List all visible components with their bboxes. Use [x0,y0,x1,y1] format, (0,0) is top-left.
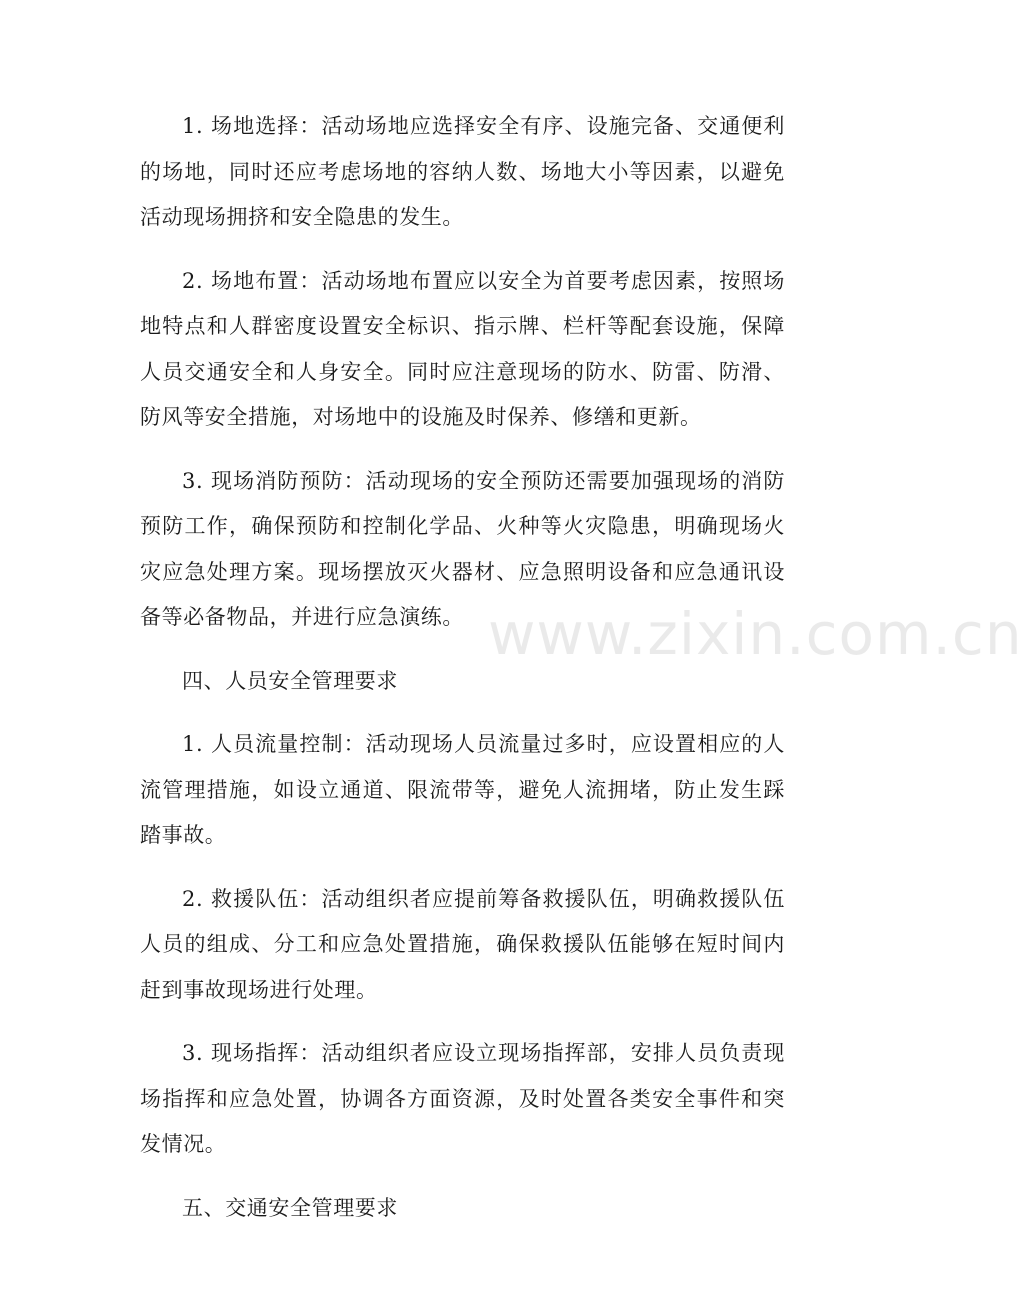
paragraph-venue-layout: 2. 场地布置：活动场地布置应以安全为首要考虑因素，按照场地特点和人群密度设置安全标识、指示牌、栏杆等配套设施，保障人员交通安全和人身安全。同时应注意现场的防水、防雷、防滑、防风等安全措施，对场地中的设施及时保养、修缮和更新。 [140,268,785,429]
paragraph-venue-selection: 1. 场地选择：活动场地应选择安全有序、设施完备、交通便利的场地，同时还应考虑场地的容纳人数、场地大小等因素，以避免活动现场拥挤和安全隐患的发生。 [140,114,785,229]
section-heading-traffic-safety: 五、交通安全管理要求 [182,1195,398,1220]
paragraph-fire-prevention: 3. 现场消防预防：活动现场的安全预防还需要加强现场的消防预防工作，确保预防和控制化学品、火种等火灾隐患，明确现场火灾应急处理方案。现场摆放灭火器材、应急照明设备和应急通讯设备等必备物品，并进行应急演练。 [140,468,785,629]
document-body [140,104,785,1249]
paragraph-onsite-command: 3. 现场指挥：活动组织者应设立现场指挥部，安排人员负责现场指挥和应急处置，协调各方面资源，及时处置各类安全事件和突发情况。 [140,1041,785,1156]
paragraph-crowd-control: 1. 人员流量控制：活动现场人员流量过多时，应设置相应的人流管理措施，如设立通道、限流带等，避免人流拥堵，防止发生踩踏事故。 [140,732,785,847]
watermark: www.zixin.com.cn [488,600,1023,668]
paragraph-rescue-team: 2. 救援队伍：活动组织者应提前筹备救援队伍，明确救援队伍人员的组成、分工和应急处置措施，确保救援队伍能够在短时间内赶到事故现场进行处理。 [140,886,785,1002]
section-heading-personnel-safety: 四、人员安全管理要求 [182,668,398,693]
